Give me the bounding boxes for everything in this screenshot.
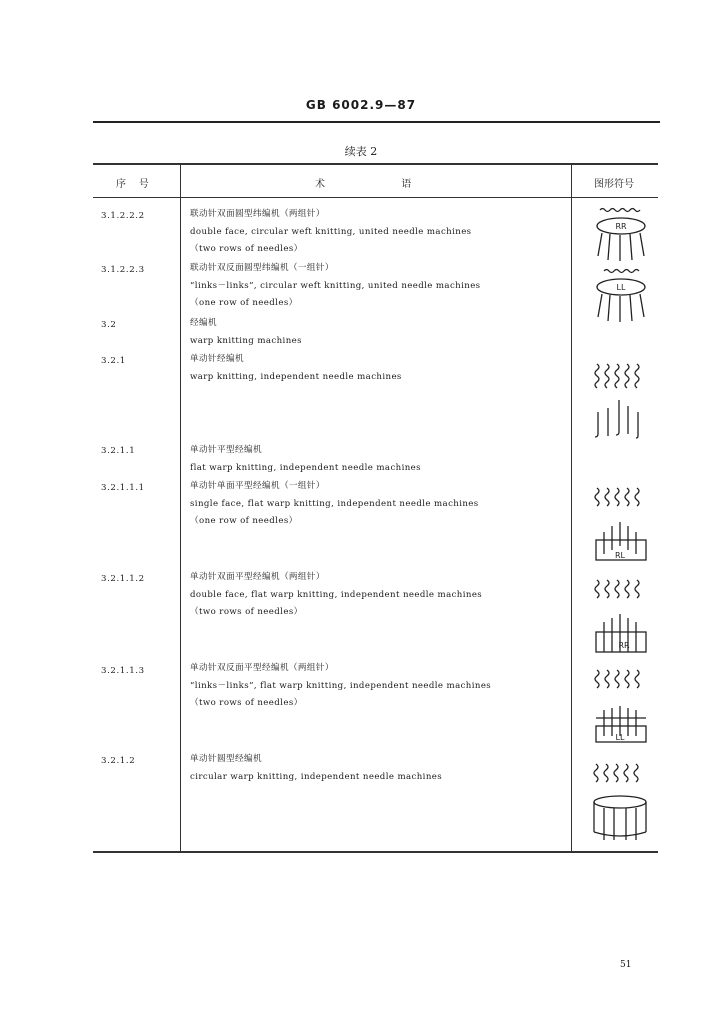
symbol-label: LL: [616, 283, 626, 292]
table-bottom-line: [93, 851, 658, 853]
standard-code: GB 6002.9—87: [305, 98, 417, 112]
symbol-label: RL: [614, 551, 626, 560]
row-number: 3.2.1.1.1: [101, 483, 145, 493]
row-number: 3.2.1: [101, 356, 126, 366]
term-english: double face, flat warp knitting, independent needle machines: [190, 589, 483, 600]
symbol-label: RR: [618, 641, 630, 650]
column-header-symbol: 图形符号: [594, 179, 634, 190]
term-entry: [190, 751, 442, 786]
column-divider-1: [180, 163, 181, 852]
warp-independent-symbol: [592, 360, 648, 440]
row-number: 3.2.1.1.2: [101, 574, 145, 584]
term-chinese: 单动针单面平型经编机（一组针）: [190, 481, 325, 491]
row-number: 3.1.2.2.2: [101, 211, 145, 221]
table-top-line: [93, 163, 658, 165]
term-chinese: 单动针经编机: [190, 354, 244, 364]
term-english: flat warp knitting, independent needle machines: [190, 462, 421, 473]
term-chinese: 联动针双面圆型纬编机（两组针）: [190, 209, 325, 219]
term-english: circular warp knitting, independent needle machines: [190, 771, 443, 782]
term-note: （one row of needles）: [190, 516, 298, 526]
flat-rl-symbol: [590, 484, 652, 564]
term-english: single face, flat warp knitting, independent needle machines: [190, 498, 479, 509]
term-entry: [190, 569, 482, 622]
term-english: warp knitting, independent needle machines: [190, 371, 402, 382]
row-number: 3.2: [101, 320, 117, 330]
term-note: （two rows of needles）: [190, 698, 303, 708]
term-english: double face, circular weft knitting, united needle machines: [190, 226, 472, 237]
table-header-line: [93, 197, 658, 198]
term-entry: [190, 315, 302, 350]
term-chinese: 单动针平型经编机: [190, 445, 262, 455]
term-note: （one row of needles）: [190, 298, 298, 308]
term-chinese: 单动针双面平型经编机（两组针）: [190, 572, 325, 582]
row-number: 3.2.1.1.3: [101, 666, 145, 676]
term-note: （two rows of needles）: [190, 244, 303, 254]
term-chinese: 经编机: [190, 318, 217, 328]
term-entry: [190, 206, 472, 259]
column-header-term: 术 语: [315, 179, 412, 190]
flat-rr-symbol: [590, 576, 652, 656]
term-entry: [190, 260, 481, 313]
term-chinese: 联动针双反面圆型纬编机（一组针）: [190, 263, 334, 273]
term-entry: [190, 478, 479, 531]
term-note: （two rows of needles）: [190, 607, 303, 617]
term-chinese: 单动针圆型经编机: [190, 754, 262, 764]
term-entry: [190, 442, 421, 477]
circular-rr-symbol: [590, 204, 652, 262]
term-english: “links－links”, circular weft knitting, united needle machines: [190, 280, 481, 291]
term-entry: [190, 660, 491, 713]
row-number: 3.2.1.2: [101, 756, 136, 766]
column-header-number: 序 号: [116, 179, 149, 190]
flat-ll-symbol: [590, 666, 652, 746]
term-chinese: 单动针双反面平型经编机（两组针）: [190, 663, 334, 673]
row-number: 3.2.1.1: [101, 446, 136, 456]
symbol-label: RR: [615, 222, 627, 231]
term-english: warp knitting machines: [190, 335, 302, 346]
term-english: “links－links”, flat warp knitting, independent needle machines: [190, 680, 492, 691]
row-number: 3.1.2.2.3: [101, 265, 145, 275]
page-number: 51: [620, 960, 632, 970]
header-rule: [93, 121, 660, 123]
circular-ll-symbol: [590, 265, 652, 323]
symbol-label: LL: [615, 733, 625, 742]
term-entry: [190, 351, 402, 386]
continuation-title: 续表 2: [344, 145, 378, 158]
circular-warp-symbol: [590, 760, 652, 844]
column-divider-2: [571, 163, 572, 852]
